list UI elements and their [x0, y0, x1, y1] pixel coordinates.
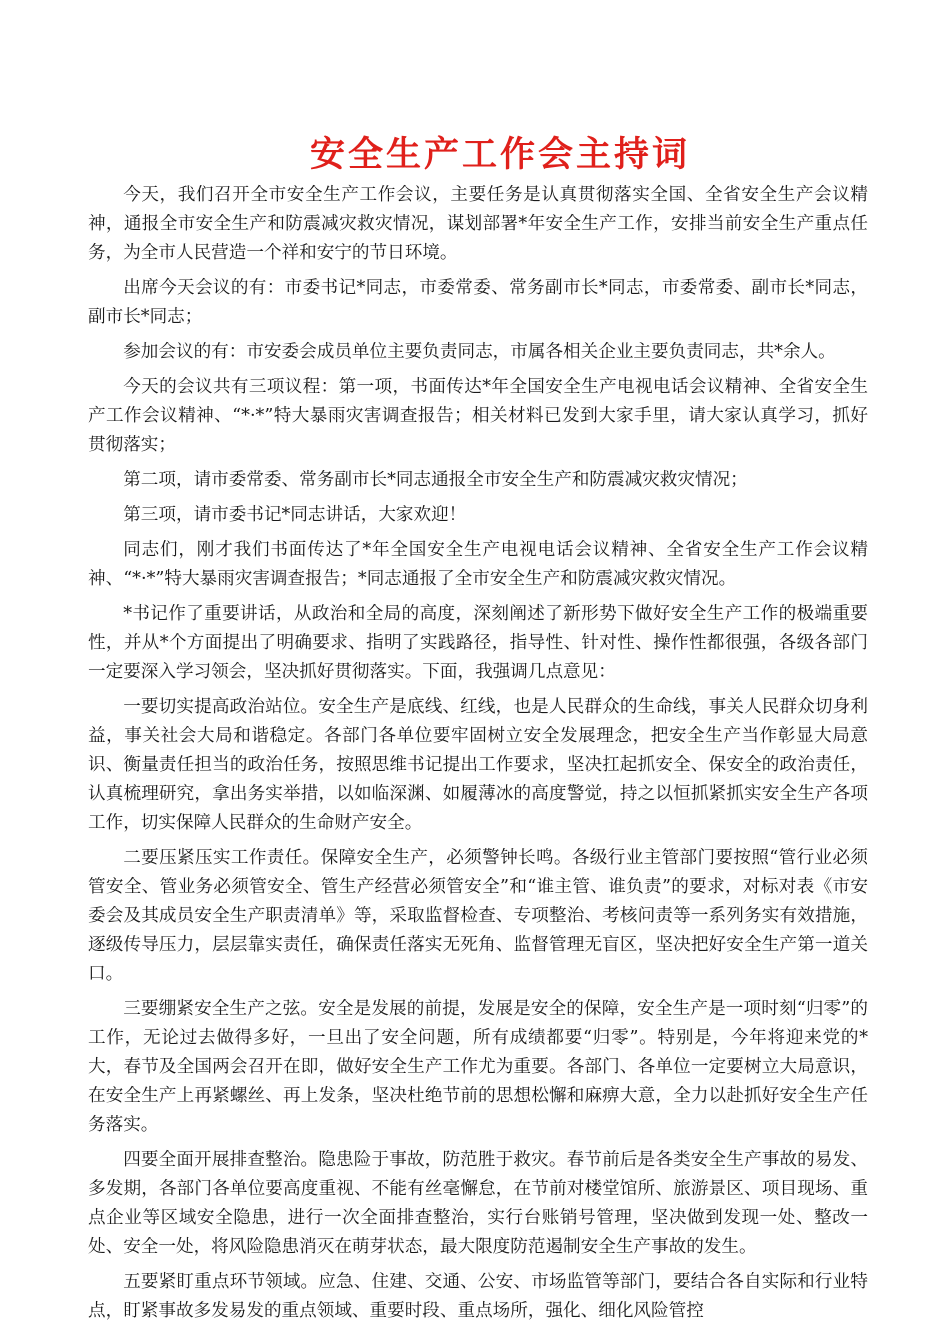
paragraph-point-2: 二要压紧压实工作责任。保障安全生产，必须警钟长鸣。各级行业主管部门要按照“管行业必须管安全、管业务必须管安全、管生产经营必须管安全”和“谁主管、谁负责”的要求，对标对表《市安委会及其成员安全生产职责清单》等，采取监督检查、专项整治、考核问责等一系列务实有效措施，逐级传导压力，层层靠实责任，确保责任落实无死角、监督管理无盲区，坚决把好安全生产第一道关口。: [88, 848, 868, 984]
paragraph-attendees: 出席今天会议的有：市委书记*同志，市委常委、常务副市长*同志，市委常委、副市长*同志，副市长*同志；: [88, 278, 868, 327]
paragraph-opening: 今天，我们召开全市安全生产工作会议，主要任务是认真贯彻落实全国、全省安全生产会议精神，通报全市安全生产和防震减灾救灾情况，谋划部署*年安全生产工作，安排当前安全生产重点任务，为全市人民营造一个祥和安宁的节日环境。: [88, 185, 868, 263]
paragraph-agenda-item-2: 第二项，请市委常委、常务副市长*同志通报全市安全生产和防震减灾救灾情况；: [123, 470, 748, 490]
paragraph-secretary-speech: *书记作了重要讲话，从政治和全局的高度，深刻阐述了新形势下做好安全生产工作的极端重要性，并从*个方面提出了明确要求、指明了实践路径，指导性、针对性、操作性都很强，各级各部门一定要深入学习领会，坚决抓好贯彻落实。下面，我强调几点意见：: [88, 604, 868, 682]
paragraph-point-1: 一要切实提高政治站位。安全生产是底线、红线，也是人民群众的生命线，事关人民群众切身利益，事关社会大局和谐稳定。各部门各单位要牢固树立安全发展理念，把安全生产当作彰显大局意识、衡量责任担当的政治任务，按照思维书记提出工作要求，坚决扛起抓安全、保安全的政治责任，认真梳理研究，拿出务实举措，以如临深渊、如履薄冰的高度警觉，持之以恒抓紧抓实安全生产各项工作，切实保障人民群众的生命财产安全。: [88, 697, 868, 833]
paragraph-agenda-item-3: 第三项，请市委书记*同志讲话，大家欢迎！: [123, 505, 467, 525]
paragraph-participants: 参加会议的有：市安委会成员单位主要负责同志，市属各相关企业主要负责同志，共*余人。: [123, 342, 836, 362]
document-title: 安全生产工作会主持词: [309, 134, 690, 175]
paragraph-point-4: 四要全面开展排查整治。隐患险于事故，防范胜于救灾。春节前后是各类安全生产事故的易发、多发期，各部门各单位要高度重视、不能有丝毫懈怠，在节前对楼堂馆所、旅游景区、项目现场、重点企业等区域安全隐患，进行一次全面排查整治，实行台账销号管理，坚决做到发现一处、整改一处、安全一处，将风险隐患消灭在萌芽状态，最大限度防范遏制安全生产事故的发生。: [88, 1150, 868, 1257]
paragraph-summary: 同志们，刚才我们书面传达了*年全国安全生产电视电话会议精神、全省安全生产工作会议精神、“*·*”特大暴雨灾害调查报告；*同志通报了全市安全生产和防震减灾救灾情况。: [88, 540, 868, 589]
paragraph-point-3: 三要绷紧安全生产之弦。安全是发展的前提，发展是安全的保障，安全生产是一项时刻“归零”的工作，无论过去做得多好，一旦出了安全问题，所有成绩都要“归零”。特别是，今年将迎来党的*大，春节及全国两会召开在即，做好安全生产工作尤为重要。各部门、各单位一定要树立大局意识，在安全生产上再紧螺丝、再上发条，坚决杜绝节前的思想松懈和麻痹大意，全力以赴抓好安全生产任务落实。: [88, 999, 868, 1135]
document-body: [88, 181, 868, 1332]
paragraph-point-5: 五要紧盯重点环节领域。应急、住建、交通、公安、市场监管等部门，要结合各自实际和行业特点，盯紧事故多发易发的重点领域、重要时段、重点场所，强化、细化风险管控: [88, 1272, 868, 1321]
paragraph-agenda-item-1: 今天的会议共有三项议程：第一项，书面传达*年全国安全生产电视电话会议精神、全省安全生产工作会议精神、“*·*”特大暴雨灾害调查报告；相关材料已发到大家手里，请大家认真学习，抓好贯彻落实；: [88, 377, 868, 455]
